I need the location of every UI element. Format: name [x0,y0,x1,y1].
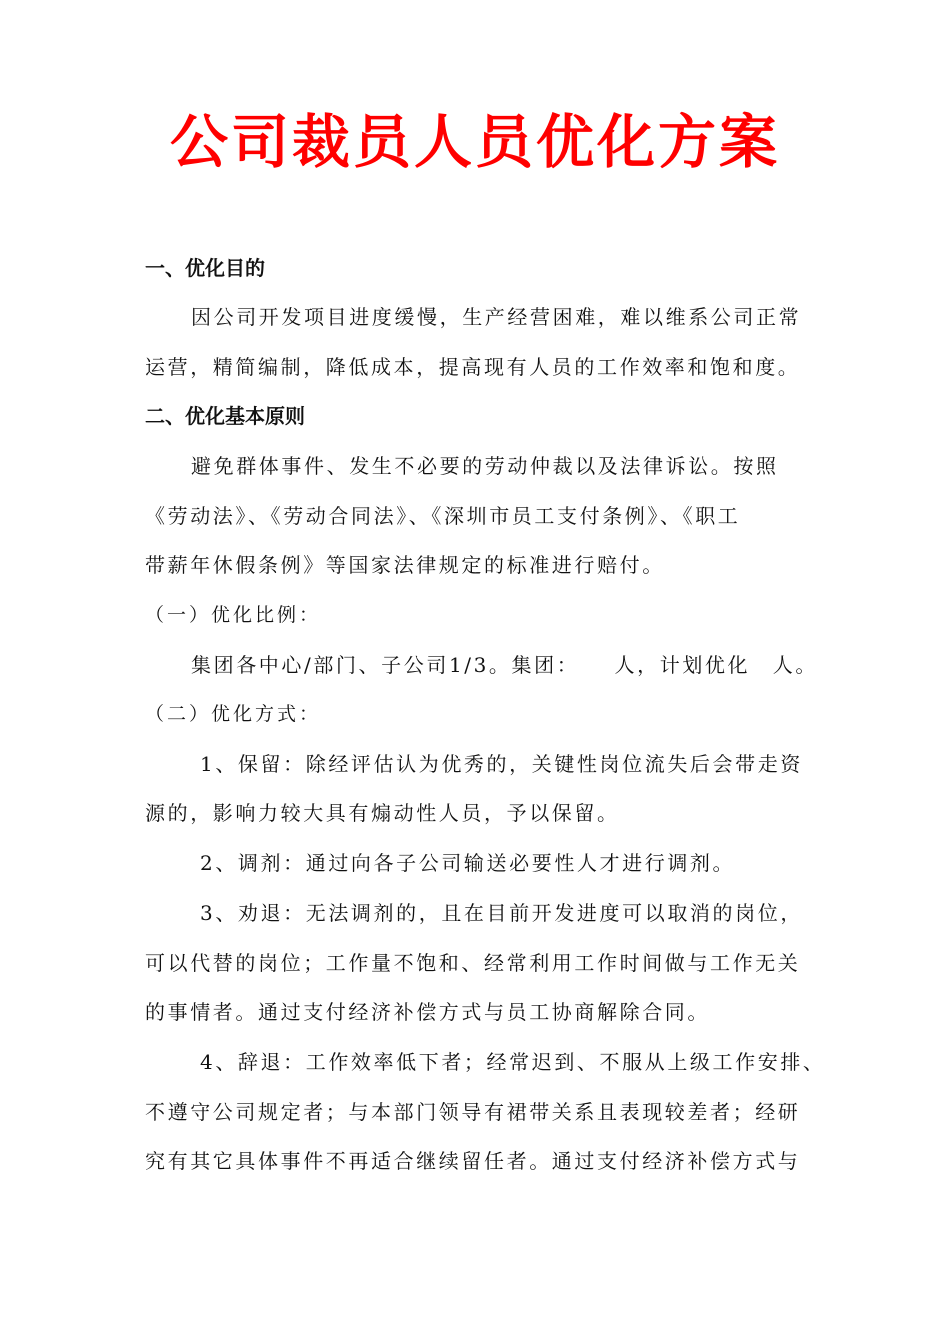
paragraph-line: 可以代替的岗位；工作量不饱和、经常利用工作时间做与工作无关 [145,951,801,975]
paragraph-line: 带薪年休假条例》等国家法律规定的标准进行赔付。 [145,553,665,577]
paragraph-line: 源的，影响力较大具有煽动性人员，予以保留。 [145,801,620,825]
paragraph-line: 不遵守公司规定者；与本部门领导有裙带关系且表现较差者；经研 [145,1100,801,1124]
list-item-retain: 1、保留：除经评估认为优秀的，关键性岗位流失后会带走资 [200,752,803,776]
paragraph-line: 的事情者。通过支付经济补偿方式与员工协商解除合同。 [145,1000,710,1024]
paragraph-line: 运营，精简编制，降低成本，提高现有人员的工作效率和饱和度。 [145,355,801,379]
paragraph-line: 《劳动法》、《劳动合同法》、《深圳市员工支付条例》、《职工 [145,504,741,528]
list-item-persuade: 3、劝退：无法调剂的，且在目前开发进度可以取消的岗位， [200,901,803,925]
list-item-transfer: 2、调剂：通过向各子公司输送必要性人才进行调剂。 [200,851,736,875]
list-item-dismiss: 4、辞退：工作效率低下者；经常迟到、不服从上级工作安排、 [200,1050,826,1074]
subheading-ratio: （一）优化比例： [145,604,322,626]
paragraph-line: 避免群体事件、发生不必要的劳动仲裁以及法律诉讼。按照 [191,454,779,478]
section-heading-purpose: 一、优化目的 [145,256,265,280]
paragraph-line: 究有其它具体事件不再适合继续留任者。通过支付经济补偿方式与 [145,1149,801,1173]
document-title: 公司裁员人员优化方案 [169,108,780,176]
paragraph-line: 因公司开发项目进度缓慢，生产经营困难，难以维系公司正常 [191,305,802,329]
paragraph-line: 集团各中心/部门、子公司1/3。集团： 人，计划优化 人。 [191,653,818,677]
section-heading-principles: 二、优化基本原则 [145,404,305,428]
subheading-method: （二）优化方式： [145,703,322,725]
